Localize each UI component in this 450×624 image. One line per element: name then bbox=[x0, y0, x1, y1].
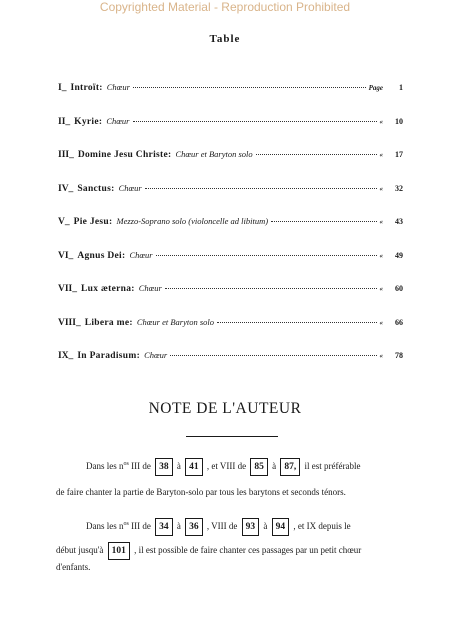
toc-page-label: Page bbox=[368, 84, 383, 92]
toc-number: VIII_ bbox=[58, 317, 81, 328]
rehearsal-number-box: 94 bbox=[272, 518, 290, 536]
text: III de bbox=[128, 461, 151, 471]
rehearsal-number-box: 101 bbox=[108, 542, 130, 560]
dot-leader bbox=[145, 188, 377, 189]
text: à bbox=[176, 461, 181, 471]
toc-row bbox=[58, 350, 403, 384]
rehearsal-number-box: 34 bbox=[155, 518, 173, 536]
toc-page: 10 bbox=[395, 116, 403, 126]
toc-page-label: « bbox=[379, 218, 383, 226]
toc-title: Kyrie: bbox=[74, 116, 103, 127]
toc-page: 43 bbox=[395, 217, 403, 226]
toc-page-label: « bbox=[379, 285, 383, 293]
superscript: os bbox=[123, 521, 129, 527]
toc-title: Pie Jesu: bbox=[73, 217, 113, 227]
toc-number: VII_ bbox=[58, 284, 78, 294]
toc-voice: Mezzo-Soprano solo (violoncelle ad libitum) bbox=[116, 216, 269, 226]
toc-page-label: « bbox=[379, 184, 383, 193]
toc-page: 32 bbox=[395, 183, 403, 193]
text: , et IX depuis le bbox=[293, 521, 351, 531]
toc-page: 1 bbox=[399, 83, 403, 92]
toc-number: I_ bbox=[58, 83, 67, 93]
superscript: os bbox=[123, 461, 129, 467]
text: à bbox=[272, 461, 277, 471]
dot-leader bbox=[217, 322, 376, 323]
dot-leader bbox=[133, 87, 366, 88]
toc-voice: Chœur bbox=[144, 350, 168, 360]
toc-number: VI_ bbox=[58, 250, 74, 261]
text: , VIII de bbox=[206, 521, 238, 531]
toc-voice: Chœur et Baryton solo bbox=[175, 149, 253, 159]
rehearsal-number-box: 87, bbox=[280, 458, 300, 476]
toc-title: In Paradisum: bbox=[77, 351, 141, 361]
toc-number: V_ bbox=[58, 217, 70, 227]
dot-leader bbox=[165, 288, 377, 289]
toc-page-label: « bbox=[379, 251, 383, 260]
table-of-contents bbox=[58, 82, 403, 384]
dot-leader bbox=[256, 154, 377, 155]
text: à bbox=[263, 521, 268, 531]
rehearsal-number-box: 93 bbox=[242, 518, 260, 536]
toc-voice: Chœur bbox=[106, 82, 130, 92]
toc-page: 60 bbox=[395, 284, 403, 293]
toc-page: 49 bbox=[395, 250, 403, 260]
paragraph-line bbox=[86, 516, 351, 536]
toc-number: IV_ bbox=[58, 183, 74, 194]
dot-leader bbox=[133, 121, 377, 122]
toc-number: III_ bbox=[58, 150, 74, 160]
toc-number: II_ bbox=[58, 116, 71, 127]
text: début jusqu'à bbox=[56, 545, 104, 555]
toc-number: IX_ bbox=[58, 351, 74, 361]
text: , et VIII de bbox=[206, 461, 247, 471]
text: III de bbox=[128, 521, 151, 531]
text: Dans les n bbox=[86, 461, 124, 471]
dot-leader bbox=[271, 221, 376, 222]
toc-row bbox=[58, 283, 403, 317]
toc-voice: Chœur bbox=[138, 283, 162, 293]
toc-page-label: « bbox=[379, 117, 383, 126]
toc-row bbox=[58, 116, 403, 150]
rehearsal-number-box: 85 bbox=[250, 458, 268, 476]
text: , il est possible de faire chanter ces passages par un petit chœur bbox=[134, 545, 362, 555]
rehearsal-number-box: 38 bbox=[155, 458, 173, 476]
toc-voice: Chœur bbox=[106, 115, 130, 126]
toc-row bbox=[58, 317, 403, 351]
toc-row bbox=[58, 250, 403, 284]
toc-row bbox=[58, 183, 403, 217]
dot-leader bbox=[156, 255, 377, 256]
toc-page: 66 bbox=[395, 317, 403, 327]
copyright-watermark: Copyrighted Material - Reproduction Prohibited bbox=[99, 0, 351, 14]
toc-page: 17 bbox=[395, 150, 403, 159]
toc-voice: Chœur bbox=[118, 182, 142, 193]
rehearsal-number-box: 36 bbox=[185, 518, 203, 536]
toc-page-label: « bbox=[379, 151, 383, 159]
toc-page-label: « bbox=[379, 318, 383, 327]
table-heading: Table bbox=[209, 33, 241, 45]
paragraph-line bbox=[56, 542, 361, 560]
text: Dans les n bbox=[86, 521, 124, 531]
toc-row bbox=[58, 216, 403, 250]
toc-page: 78 bbox=[395, 351, 403, 360]
toc-title: Lux æterna: bbox=[81, 284, 135, 294]
heading-rule bbox=[186, 436, 278, 437]
toc-row bbox=[58, 82, 403, 116]
toc-title: Domine Jesu Christe: bbox=[77, 150, 172, 160]
toc-row bbox=[58, 149, 403, 183]
toc-title: Agnus Dei: bbox=[77, 250, 126, 261]
paragraph-line: d'enfants. bbox=[56, 562, 91, 572]
dot-leader bbox=[170, 355, 376, 356]
text: à bbox=[176, 521, 181, 531]
paragraph-line: de faire chanter la partie de Baryton-solo par tous les barytons et seconds ténors. bbox=[56, 487, 346, 497]
note-heading: NOTE DE L'AUTEUR bbox=[148, 400, 302, 417]
text: il est préférable bbox=[304, 461, 361, 471]
toc-page-label: « bbox=[379, 352, 383, 360]
toc-voice: Chœur bbox=[129, 249, 153, 260]
toc-voice: Chœur et Baryton solo bbox=[136, 316, 215, 327]
toc-title: Sanctus: bbox=[77, 183, 115, 194]
rehearsal-number-box: 41 bbox=[185, 458, 203, 476]
toc-title: Libera me: bbox=[84, 317, 133, 328]
toc-title: Introït: bbox=[70, 83, 103, 93]
paragraph-line bbox=[86, 456, 361, 476]
